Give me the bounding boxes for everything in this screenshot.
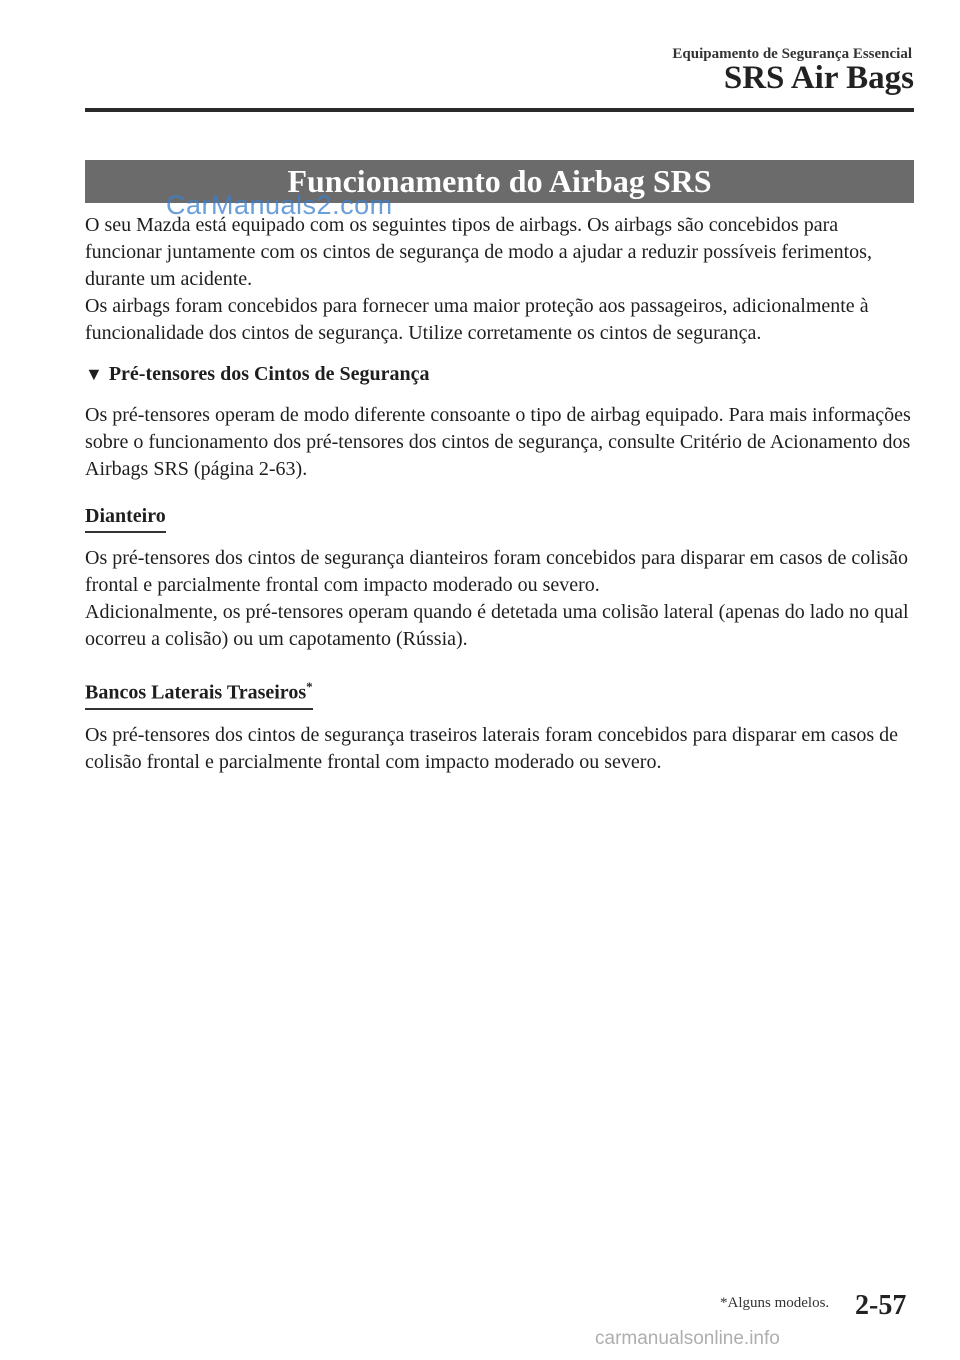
triangle-down-icon: ▼ xyxy=(85,364,103,384)
footer-note: *Alguns modelos. xyxy=(720,1295,830,1311)
front-heading: Dianteiro xyxy=(85,503,166,533)
pretensioners-paragraph: Os pré-tensores operam de modo diferente consoante o tipo de airbag equipado. Para mais informações sobre o funcionamento dos pré-tensores dos cintos de segurança, consulte Critério de Acionamento dos Airbags SRS (página 2-63). xyxy=(85,404,911,480)
chapter-title: Equipamento de Segurança Essencial xyxy=(672,46,912,62)
banner-title: Funcionamento do Airbag SRS xyxy=(85,160,914,203)
section-title: SRS Air Bags xyxy=(723,60,914,96)
rear-asterisk: * xyxy=(306,679,313,694)
watermark-logo: CarManuals2.com xyxy=(166,190,393,220)
header-rule xyxy=(85,108,914,112)
rear-paragraph: Os pré-tensores dos cintos de segurança traseiros laterais foram concebidos para disparar em casos de colisão frontal e parcialmente frontal com impacto moderado ou severo. xyxy=(85,723,899,773)
front-paragraph-1: Os pré-tensores dos cintos de segurança dianteiros foram concebidos para disparar em casos de colisão frontal e parcialmente frontal com impacto moderado ou severo. xyxy=(85,547,909,596)
watermark-bottom: carmanualsonline.info xyxy=(595,1328,780,1349)
intro-paragraph-2: Os airbags foram concebidos para fornecer uma maior proteção aos passageiros, adicionalmente à funcionalidade dos cintos de segurança. Utilize corretamente os cintos de segurança. xyxy=(85,295,869,344)
page-number: 2-57 xyxy=(855,1290,907,1321)
main-content xyxy=(85,212,915,776)
front-paragraph-2: Adicionalmente, os pré-tensores operam quando é detetada uma colisão lateral (apenas do lado no qual ocorreu a colisão) ou um capotamento (Rússia). xyxy=(85,601,909,650)
rear-heading xyxy=(85,673,313,710)
pretensioners-heading xyxy=(85,361,915,388)
pretensioners-heading-text: Pré-tensores dos Cintos de Segurança xyxy=(108,363,430,385)
rear-heading-text: Bancos Laterais Traseiros xyxy=(85,681,307,704)
intro-paragraph-1: O seu Mazda está equipado com os seguintes tipos de airbags. Os airbags são concebidos para funcionar juntamente com os cintos de segurança de modo a ajudar a reduzir possíveis ferimentos, durante um acidente. xyxy=(85,214,872,290)
